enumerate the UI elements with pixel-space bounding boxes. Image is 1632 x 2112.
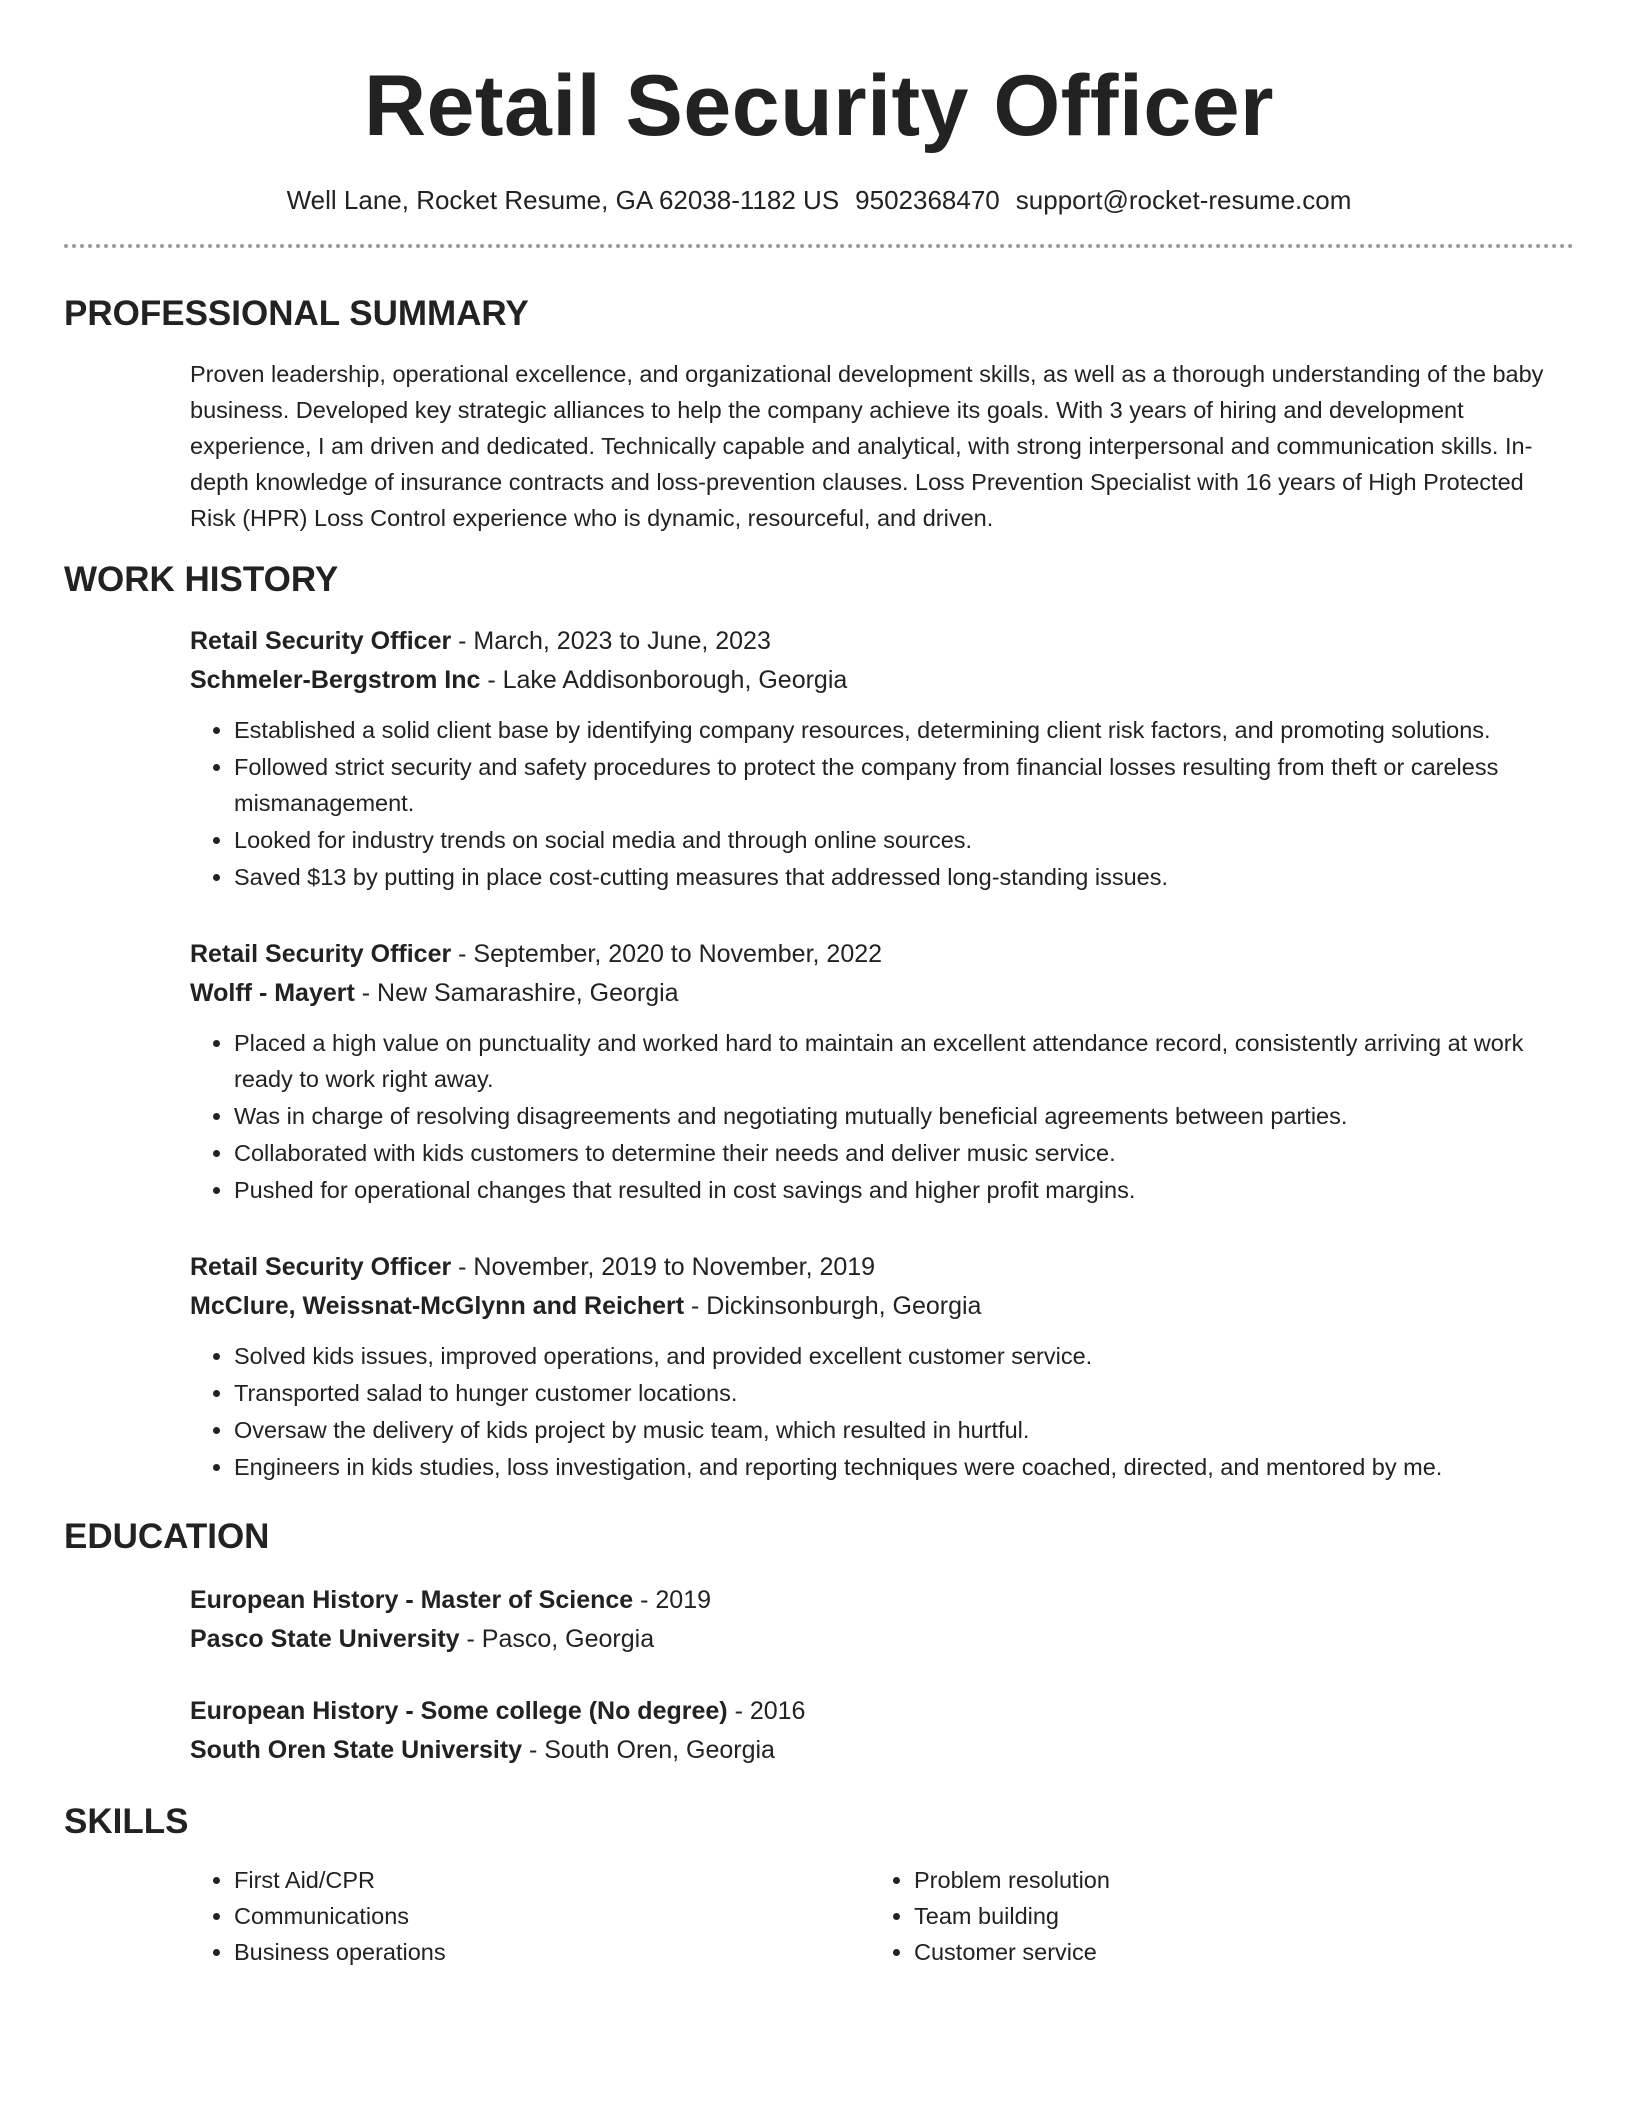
education-degree-line bbox=[190, 1581, 1574, 1620]
job-bullet: • Pushed for operational changes that resulted in cost savings and higher profit margins. bbox=[234, 1172, 1574, 1208]
job-role: Retail Security Officer bbox=[190, 627, 452, 655]
job-bullet: • Looked for industry trends on social media and through online sources. bbox=[234, 822, 1574, 858]
summary-text: Proven leadership, operational excellence, and organizational development skills, as well as a thorough understanding of the baby business. Developed key strategic alliances to help the company achieve its goals. With 3 years of hiring and development experience, I am driven and dedicated. Technically capable and analytical, with strong interpersonal and communication skills. In-depth knowledge of insurance contracts and loss-prevention clauses. Loss Prevention Specialist with 16 years of High Protected Risk (HPR) Loss Control experience who is dynamic, resourceful, and driven. bbox=[190, 361, 1544, 531]
job-bullet: • Was in charge of resolving disagreements and negotiating mutually beneficial agreements between parties. bbox=[234, 1098, 1574, 1134]
skills-list-left bbox=[190, 1862, 870, 1970]
job-role: Retail Security Officer bbox=[190, 940, 452, 968]
job-bullet: • Collaborated with kids customers to determine their needs and deliver music service. bbox=[234, 1135, 1574, 1171]
education-entry bbox=[190, 1692, 1574, 1770]
job-bullets bbox=[190, 712, 1574, 895]
job-title-line bbox=[190, 622, 1574, 661]
education-school-line bbox=[190, 1620, 1574, 1659]
job-entry bbox=[190, 622, 1574, 895]
job-bullet: • Solved kids issues, improved operations, and provided excellent customer service. bbox=[234, 1338, 1574, 1374]
education-location: - South Oren, Georgia bbox=[522, 1736, 775, 1764]
job-role: Retail Security Officer bbox=[190, 1253, 452, 1281]
skills-list-right bbox=[870, 1862, 1514, 1970]
education-degree: European History - Master of Science bbox=[190, 1586, 634, 1614]
job-bullet: • Oversaw the delivery of kids project by music team, which resulted in hurtful. bbox=[234, 1412, 1574, 1448]
section-title-education: EDUCATION bbox=[64, 1517, 270, 1556]
skill-item: • Communications bbox=[234, 1898, 870, 1934]
skill-item: • First Aid/CPR bbox=[234, 1862, 870, 1898]
job-company-line bbox=[190, 1287, 1574, 1326]
skill-item: • Team building bbox=[914, 1898, 1514, 1934]
education-degree-line bbox=[190, 1692, 1574, 1731]
education-school: South Oren State University bbox=[190, 1736, 523, 1764]
section-title-work-history: WORK HISTORY bbox=[64, 560, 339, 599]
job-company-line bbox=[190, 661, 1574, 700]
job-company-line bbox=[190, 974, 1574, 1013]
education-year: - 2016 bbox=[727, 1697, 806, 1725]
job-bullets bbox=[190, 1338, 1574, 1485]
job-bullet: • Saved $13 by putting in place cost-cutting measures that addressed long-standing issues. bbox=[234, 859, 1574, 895]
education-location: - Pasco, Georgia bbox=[459, 1625, 655, 1653]
job-dates: - November, 2019 to November, 2019 bbox=[451, 1253, 876, 1281]
job-entry bbox=[190, 1248, 1574, 1485]
resume-page bbox=[64, 0, 1574, 1970]
education-entry bbox=[190, 1581, 1574, 1659]
job-bullets bbox=[190, 1025, 1574, 1208]
job-company: Wolff - Mayert bbox=[190, 979, 355, 1007]
job-bullet: • Followed strict security and safety procedures to protect the company from financial losses resulting from theft or careless mismanagement. bbox=[234, 749, 1574, 821]
job-entry bbox=[190, 935, 1574, 1208]
job-bullet: • Transported salad to hunger customer locations. bbox=[234, 1375, 1574, 1411]
job-location: - New Samarashire, Georgia bbox=[354, 979, 679, 1007]
contact-email: support@rocket-resume.com bbox=[1015, 185, 1352, 215]
job-dates: - September, 2020 to November, 2022 bbox=[451, 940, 883, 968]
job-bullet: • Placed a high value on punctuality and worked hard to maintain an excellent attendance record, consistently arriving at work ready to work right away. bbox=[234, 1025, 1574, 1097]
job-dates: - March, 2023 to June, 2023 bbox=[451, 627, 771, 655]
section-title-skills: SKILLS bbox=[64, 1802, 189, 1841]
contact-address: Well Lane, Rocket Resume, GA 62038-1182 US bbox=[286, 185, 840, 215]
job-location: - Dickinsonburgh, Georgia bbox=[684, 1292, 982, 1320]
education-degree: European History - Some college (No degree) bbox=[190, 1697, 728, 1725]
education-year: - 2019 bbox=[633, 1586, 712, 1614]
job-title-line bbox=[190, 1248, 1574, 1287]
job-title-line bbox=[190, 935, 1574, 974]
section-title-summary: PROFESSIONAL SUMMARY bbox=[64, 294, 529, 333]
resume-name: Retail Security Officer bbox=[363, 58, 1275, 154]
job-company: Schmeler-Bergstrom Inc bbox=[190, 666, 481, 694]
header-divider bbox=[64, 244, 1574, 248]
education-school-line bbox=[190, 1731, 1574, 1770]
skill-item: • Customer service bbox=[914, 1934, 1514, 1970]
job-bullet: • Established a solid client base by identifying company resources, determining client risk factors, and promoting solutions. bbox=[234, 712, 1574, 748]
job-company: McClure, Weissnat-McGlynn and Reichert bbox=[190, 1292, 685, 1320]
contact-line bbox=[64, 184, 1574, 216]
skill-item: • Problem resolution bbox=[914, 1862, 1514, 1898]
skills-columns bbox=[190, 1862, 1574, 1970]
education-school: Pasco State University bbox=[190, 1625, 460, 1653]
job-bullet: • Engineers in kids studies, loss investigation, and reporting techniques were coached, directed, and mentored by me. bbox=[234, 1449, 1574, 1485]
job-location: - Lake Addisonborough, Georgia bbox=[480, 666, 848, 694]
contact-phone: 9502368470 bbox=[855, 185, 1000, 215]
skill-item: • Business operations bbox=[234, 1934, 870, 1970]
